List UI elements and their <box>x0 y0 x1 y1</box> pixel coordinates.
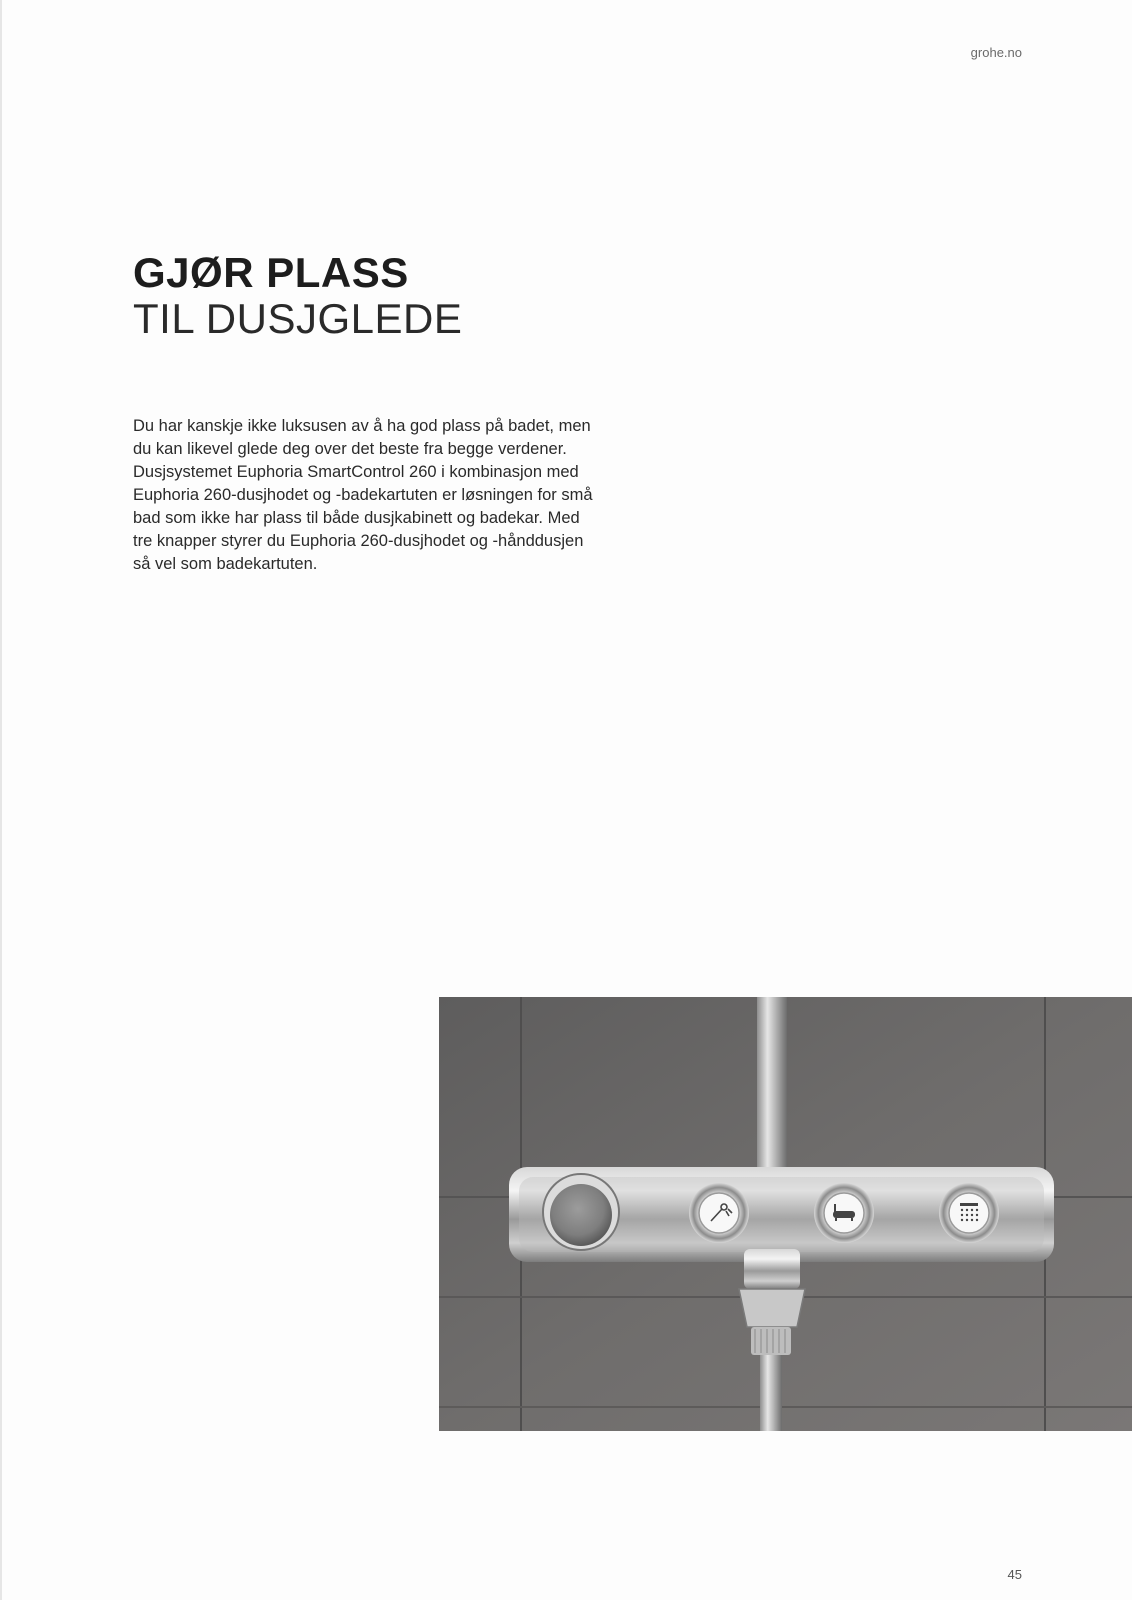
body-paragraph: Du har kanskje ikke luksusen av å ha god plass på badet, men du kan likevel glede deg over det beste fra begge verdener. Dusjsystemet Euphoria SmartControl 260 i kombinasjon med Euphoria 260-dusjhodet og -badekartuten er løsningen for små bad som ikke har plass til både dusjkabinett og badekar. Med tre knapper styrer du Euphoria 260-dusjhodet og -hånddusjen så vel som badekartuten. <box>133 417 593 573</box>
outlet-connector <box>744 1249 800 1289</box>
overhead-shower-button <box>939 1183 999 1243</box>
site-url[interactable]: grohe.no <box>970 45 1022 60</box>
riser-pipe <box>757 997 787 1177</box>
bathtub-button <box>814 1183 874 1243</box>
temperature-knob <box>550 1184 612 1246</box>
page-edge-rule <box>0 0 2 1600</box>
title-line-light: TIL DUSJGLEDE <box>133 295 463 343</box>
product-photo <box>439 997 1132 1431</box>
page-number: 45 <box>1007 1567 1022 1582</box>
title-line-bold: GJØR PLASS <box>133 249 409 296</box>
shower-hose <box>760 1355 782 1431</box>
hand-shower-button <box>689 1183 749 1243</box>
page-title <box>133 250 462 342</box>
